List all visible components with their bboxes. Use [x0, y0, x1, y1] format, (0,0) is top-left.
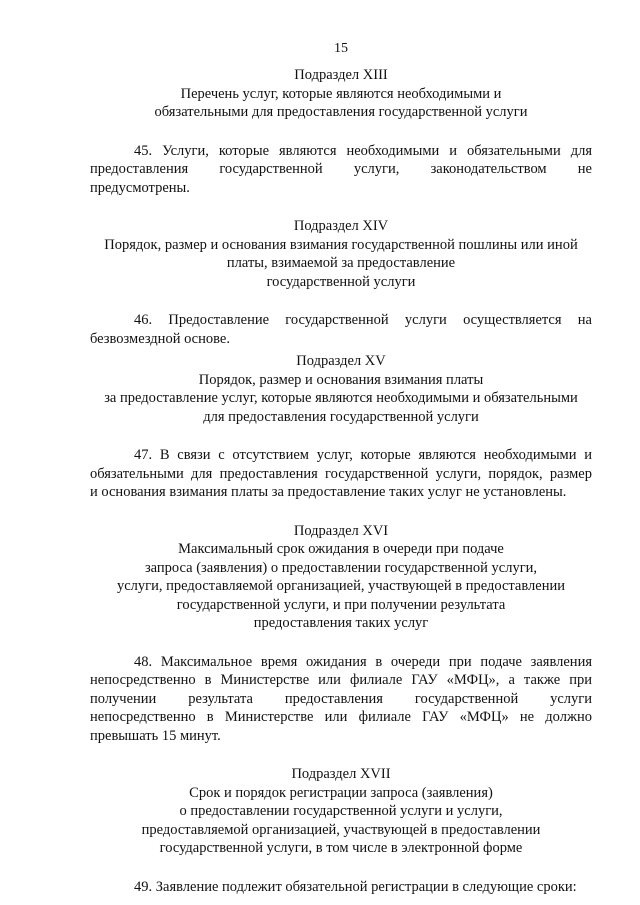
- paragraph-line: предоставления государственной услуги, законодательством не: [90, 161, 592, 177]
- paragraph-48: [90, 653, 592, 746]
- paragraph-line: обязательными для предоставления государственной услуги, порядок, размер: [90, 465, 592, 482]
- paragraph-line: непосредственно в Министерстве или филиале ГАУ «МФЦ» не должно: [90, 709, 592, 725]
- heading-line: Подраздел XVII: [291, 766, 391, 782]
- paragraph-line: безвозмездной основе.: [90, 330, 230, 347]
- section-heading: [90, 66, 592, 122]
- heading-line: для предоставления государственной услуги: [203, 408, 479, 425]
- paragraph-line: превышать 15 минут.: [90, 727, 221, 744]
- paragraph-45: [90, 142, 592, 198]
- heading-line: Срок и порядок регистрации запроса (заявления): [189, 784, 493, 801]
- section-heading: [90, 217, 592, 291]
- paragraph-47: [90, 446, 592, 502]
- heading-line: предоставляемой организацией, участвующей в предоставлении: [141, 821, 541, 838]
- section-xiii: [90, 66, 592, 197]
- paragraph-line: предусмотрены.: [90, 179, 190, 196]
- paragraph-49: [90, 878, 592, 897]
- heading-line: Порядок, размер и основания взимания платы: [198, 371, 484, 388]
- paragraph-line: 49. Заявление подлежит обязательной регистрации в следующие сроки:: [134, 878, 577, 895]
- paragraph-line: 48. Максимальное время ожидания в очереди при подаче заявления: [134, 653, 592, 670]
- section-heading: [90, 765, 592, 858]
- heading-line: государственной услуги, в том числе в электронной форме: [159, 840, 523, 856]
- paragraph-line: 47. В связи с отсутствием услуг, которые являются необходимыми и: [134, 447, 592, 463]
- heading-line: платы, взимаемой за предоставление: [226, 255, 456, 271]
- heading-line: предоставления таких услуг: [253, 615, 429, 631]
- section-heading: [90, 352, 592, 426]
- heading-line: государственной услуги, и при получении результата: [176, 596, 506, 613]
- paragraph-line: и основания взимания платы за предоставление таких услуг не установлены.: [90, 484, 567, 500]
- heading-line: Перечень услуг, которые являются необходимыми и: [180, 85, 502, 102]
- heading-line: Подраздел XIV: [293, 218, 389, 234]
- section-xiv: [90, 217, 592, 348]
- heading-line: Максимальный срок ожидания в очереди при подаче: [178, 541, 504, 557]
- heading-line: государственной услуги: [266, 273, 416, 290]
- heading-line: за предоставление услуг, которые являются необходимыми и обязательными: [104, 390, 578, 406]
- heading-line: Подраздел XVI: [293, 522, 389, 539]
- heading-line: услуги, предоставляемой организацией, участвующей в предоставлении: [117, 578, 565, 594]
- heading-line: о предоставлении государственной услуги и услуги,: [179, 803, 503, 819]
- paragraph-line: 45. Услуги, которые являются необходимыми и обязательными для: [134, 142, 592, 159]
- paragraph-line: непосредственно в Министерстве или филиале ГАУ «МФЦ», а также при: [90, 672, 592, 688]
- section-xvi: [90, 522, 592, 746]
- paragraph-line: 46. Предоставление государственной услуги осуществляется на: [134, 312, 592, 328]
- heading-line: обязательными для предоставления государственной услуги: [154, 104, 528, 120]
- heading-line: Порядок, размер и основания взимания государственной пошлины или иной: [104, 236, 578, 253]
- section-xv: [90, 352, 592, 502]
- section-xvii: [90, 765, 592, 896]
- heading-line: Подраздел XV: [296, 353, 386, 369]
- heading-line: Подраздел XIII: [294, 67, 388, 83]
- section-heading: [90, 522, 592, 633]
- page-number: 15: [334, 41, 348, 56]
- paragraph-line: получении результата предоставления государственной услуги: [90, 690, 592, 707]
- paragraph-46: [90, 311, 592, 348]
- heading-line: запроса (заявления) о предоставлении государственной услуги,: [144, 559, 538, 576]
